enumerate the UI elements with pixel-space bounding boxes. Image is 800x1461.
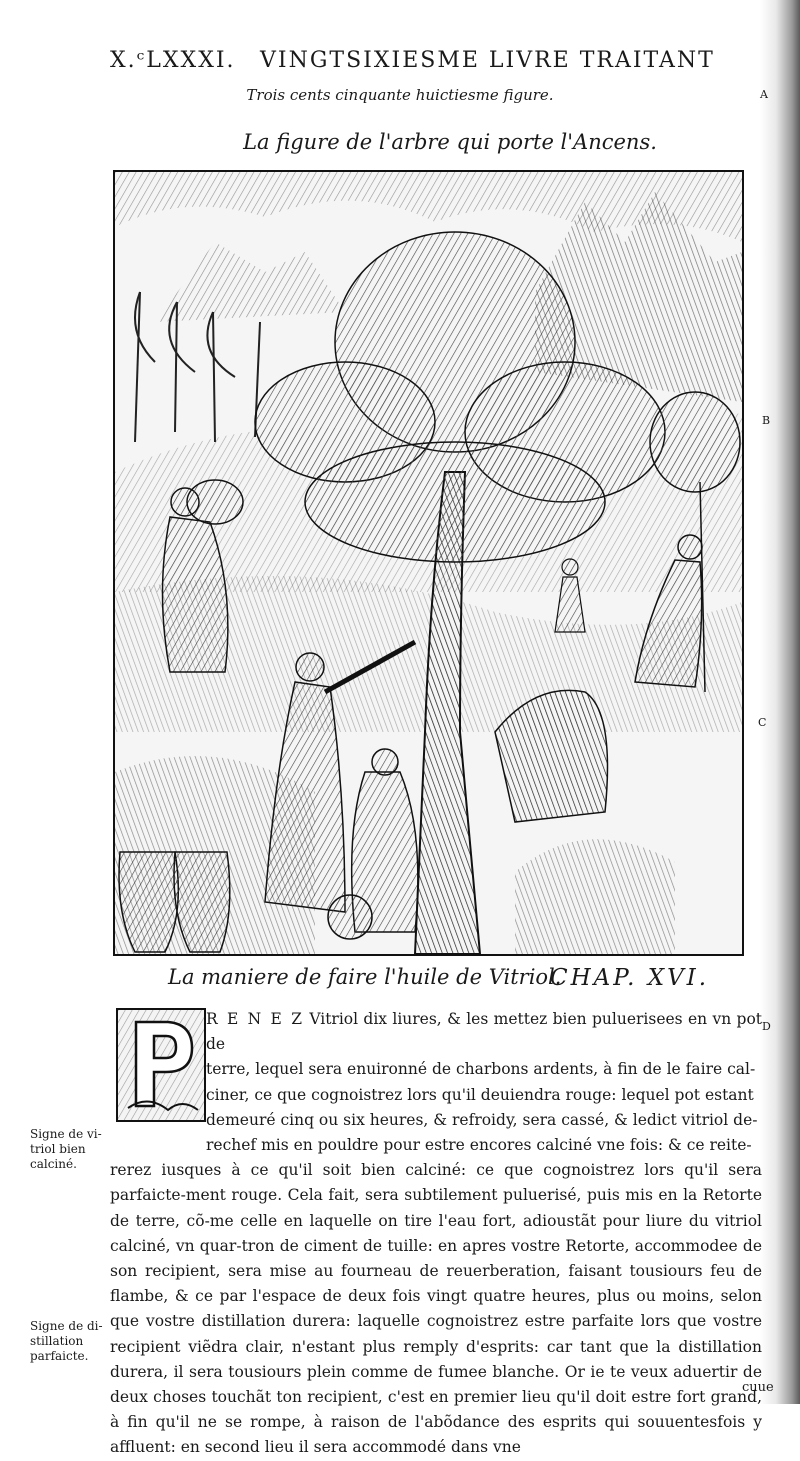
body-line-5: rechef mis en pouldre pour estre encores calciné vne fois: & ce reite-	[206, 1136, 752, 1155]
figure-caption: La figure de l'arbre qui porte l'Ancens.	[243, 130, 657, 154]
opening-smallcaps: R E N E Z	[206, 1010, 304, 1028]
page-edge-shadow	[760, 0, 800, 1404]
running-title: VINGTSIXIESME LIVRE TRAITANT	[260, 48, 715, 73]
line-1-rest: Vitriol dix liures, & les mettez bien puluerisees en vn pot de	[206, 1010, 763, 1054]
figure-number-label: Trois cents cinquante huictiesme figure.	[246, 86, 554, 104]
frankincense-tree-woodcut	[113, 170, 744, 956]
body-text	[110, 1007, 762, 1461]
body-paragraph-rest: rerez iusques à ce qu'il soit bien calciné: ce que cognoistrez lors qu'il sera parfaicte-ment rouge. Cela fait, sera subtilement puluerisé, puis mis en la Retorte de terre, cõ-me celle en laquelle on tire l'eau fort, adioustãt pour liure du vitriol calciné, vn quar-tron de ciment de tuille: en apres vostre Retorte, accommodee de son recipient, sera mise au fourneau de reuerberation, faisant tousiours feu de flambe, & ce par l'espace de deux fois vingt quatre heures, plus ou moins, selon que vostre distillation durera: laquelle cognoistrez estre parfaite lors que vostre recipient viẽdra clair, n'estant plus remply d'esprits: car tant que la distillation durera, il sera tousiours plein comme de fumee blanche. Or ie te veux aduertir de deux choses touchãt ton recipient, c'est en premier lieu qu'il doit estre fort grand, à fin qu'il ne se rompe, à raison de l'abõdance des esprits qui souuentesfois y affluent: en second lieu il sera accommodé dans vne	[110, 1161, 762, 1457]
sidenote-vitriol-calcined: Signe de vi-triol bien calciné.	[30, 1127, 102, 1171]
chapter-number: CHAP. XVI.	[550, 965, 710, 991]
chapter-title: La maniere de faire l'huile de Vitriol.	[168, 965, 562, 989]
body-line-1	[110, 1007, 762, 1057]
sidenote-distillation-complete: Signe de di-stillation parfaicte.	[30, 1319, 103, 1363]
body-line-3: ciner, ce que cognoistrez lors qu'il deuiendra rouge: lequel pot estant	[206, 1085, 754, 1104]
folio-number: X.ᶜLXXXI.	[110, 48, 236, 73]
body-line-4: demeuré cinq ou six heures, & refroidy, sera cassé, & ledict vitriol de-	[206, 1110, 758, 1129]
running-head	[110, 48, 730, 78]
chapter-heading	[168, 965, 728, 999]
catchword: cuue	[742, 1380, 774, 1395]
woodcut-illustration	[115, 172, 742, 954]
body-line-2: terre, lequel sera enuironné de charbons ardents, à fin de le faire cal-	[206, 1060, 756, 1079]
margin-letter-d: D	[762, 1020, 771, 1033]
margin-letter-c: C	[758, 716, 767, 729]
margin-letter-a: A	[760, 88, 768, 101]
foreground-plants-right	[515, 839, 675, 954]
foreground-shrubs	[115, 756, 315, 954]
margin-letter-b: B	[762, 414, 771, 427]
